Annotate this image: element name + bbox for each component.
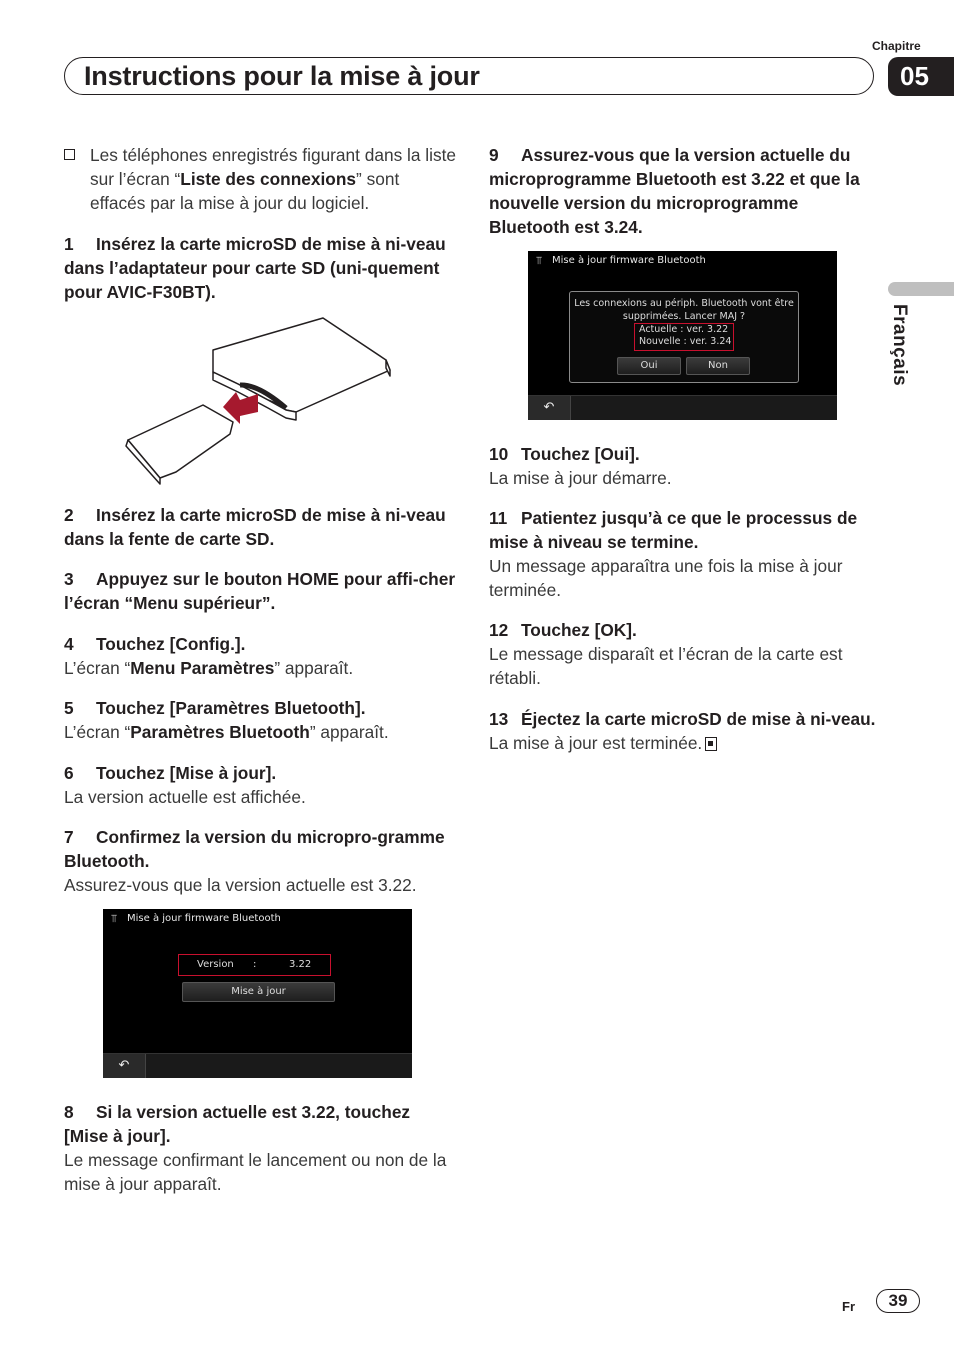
step-1 — [64, 232, 456, 304]
step-desc: La mise à jour démarre. — [489, 468, 672, 488]
step-text: Touchez [Mise à jour]. — [96, 763, 277, 783]
microsd-adapter-illustration — [118, 312, 398, 487]
step-text: Confirmez la version du micropro-gramme Bluetooth. — [64, 827, 445, 871]
yes-button[interactable]: Oui — [617, 357, 681, 375]
step-9 — [489, 143, 879, 239]
note-bold: Liste des connexions — [180, 169, 357, 189]
left-column — [64, 143, 456, 215]
no-button[interactable]: Non — [686, 357, 750, 375]
dialog-message-line1: Les connexions au périph. Bluetooth vont être — [574, 298, 794, 309]
chapter-label: Chapitre — [872, 39, 921, 53]
step-number: 7 — [64, 827, 74, 847]
step-7 — [64, 825, 456, 897]
step-12 — [489, 618, 879, 690]
step-desc: La version actuelle est affichée. — [64, 787, 306, 807]
version-compare-box — [634, 323, 734, 351]
step-number: 11 — [489, 508, 508, 528]
step-desc: La mise à jour est terminée. — [489, 733, 703, 753]
screen-bottom-bar — [103, 1053, 412, 1078]
step-10 — [489, 442, 879, 490]
step-desc: Le message disparaît et l’écran de la carte est rétabli. — [489, 644, 843, 688]
step-number: 5 — [64, 698, 74, 718]
pioneer-logo-icon: ⫪ — [111, 912, 118, 925]
step-11 — [489, 506, 879, 602]
step-number: 9 — [489, 145, 499, 165]
version-row — [178, 954, 331, 976]
step-3 — [64, 567, 456, 615]
page-number: 39 — [876, 1289, 920, 1313]
version-value: 3.22 — [289, 959, 312, 970]
pioneer-logo-icon: ⫪ — [536, 254, 543, 267]
back-arrow-icon[interactable]: ↶ — [528, 396, 571, 420]
page-title: Instructions pour la mise à jour — [84, 61, 480, 91]
screen-title: Mise à jour firmware Bluetooth — [127, 913, 281, 924]
step-number: 4 — [64, 634, 74, 654]
checkbox-square-icon — [64, 149, 75, 160]
step-text: Si la version actuelle est 3.22, touchez [Mise à jour]. — [64, 1102, 411, 1146]
step-4 — [64, 632, 456, 680]
screen-title: Mise à jour firmware Bluetooth — [552, 255, 706, 266]
step-desc-end: ” apparaît. — [274, 658, 354, 678]
step-2 — [64, 503, 456, 551]
step-number: 2 — [64, 505, 74, 525]
bluetooth-version-screen — [103, 909, 412, 1078]
microsd-card-shape — [128, 405, 233, 478]
dialog-message-line2: supprimées. Lancer MAJ ? — [622, 311, 746, 322]
step-5 — [64, 696, 456, 744]
step-text: Insérez la carte microSD de mise à ni-veau dans l’adaptateur pour carte SD (uni-quement pour AVIC-F30BT). — [64, 234, 446, 302]
note-text-before: Les téléphones enregistrés figurant dans la liste sur l’écran “ — [90, 145, 457, 189]
dialog-message — [570, 297, 798, 323]
footer-language: Fr — [842, 1299, 855, 1314]
version-label: Version — [197, 959, 234, 970]
step-number: 13 — [489, 709, 509, 729]
step-number: 12 — [489, 620, 509, 640]
step-number: 6 — [64, 763, 74, 783]
step-text: Touchez [OK]. — [521, 620, 637, 640]
step-desc: Un message apparaîtra une fois la mise à jour terminée. — [489, 556, 843, 600]
sd-adapter-shape — [213, 318, 390, 412]
note-paragraph — [64, 143, 456, 215]
step-text: Touchez [Paramètres Bluetooth]. — [96, 698, 366, 718]
step-desc: Assurez-vous que la version actuelle est 3.22. — [64, 875, 417, 895]
step-desc-bold: Menu Paramètres — [130, 658, 275, 678]
step-13 — [489, 707, 879, 755]
step-desc: L’écran “ — [64, 658, 131, 678]
language-tab — [888, 282, 954, 296]
current-version: Actuelle : ver. 3.22 — [639, 324, 729, 335]
step-6 — [64, 761, 456, 809]
version-separator: : — [253, 959, 257, 970]
language-label: Français — [889, 304, 910, 387]
step-text: Patientez jusqu’à ce que le processus de mise à niveau se termine. — [489, 508, 858, 552]
step-text: Insérez la carte microSD de mise à ni-veau dans la fente de carte SD. — [64, 505, 446, 549]
step-number: 3 — [64, 569, 74, 589]
end-square-icon — [705, 737, 717, 751]
step-text: Appuyez sur le bouton HOME pour affi-cher l’écran “Menu supérieur”. — [64, 569, 456, 613]
screen-bottom-bar — [528, 395, 837, 420]
chapter-number-badge: 05 — [888, 57, 954, 96]
bluetooth-update-confirm-screen — [528, 251, 837, 420]
step-number: 1 — [64, 234, 74, 254]
step-text: Touchez [Config.]. — [96, 634, 246, 654]
step-number: 10 — [489, 444, 509, 464]
note-text-after: ” sont effacés par la mise à jour du logiciel. — [90, 169, 400, 213]
confirm-dialog — [569, 291, 799, 383]
step-desc-end: ” apparaît. — [309, 722, 389, 742]
step-text: Éjectez la carte microSD de mise à ni-veau. — [521, 709, 876, 729]
step-text: Touchez [Oui]. — [521, 444, 640, 464]
step-8 — [64, 1100, 456, 1196]
step-desc: L’écran “ — [64, 722, 131, 742]
step-number: 8 — [64, 1102, 74, 1122]
step-desc: Le message confirmant le lancement ou non de la mise à jour apparaît. — [64, 1150, 447, 1194]
back-arrow-icon[interactable]: ↶ — [103, 1054, 146, 1078]
new-version: Nouvelle : ver. 3.24 — [639, 336, 732, 347]
step-desc-bold: Paramètres Bluetooth — [130, 722, 310, 742]
update-button[interactable]: Mise à jour — [182, 982, 335, 1002]
step-text: Assurez-vous que la version actuelle du microprogramme Bluetooth est 3.22 et que la nouvelle version du microprogramme Bluetooth est 3.24. — [489, 145, 860, 237]
